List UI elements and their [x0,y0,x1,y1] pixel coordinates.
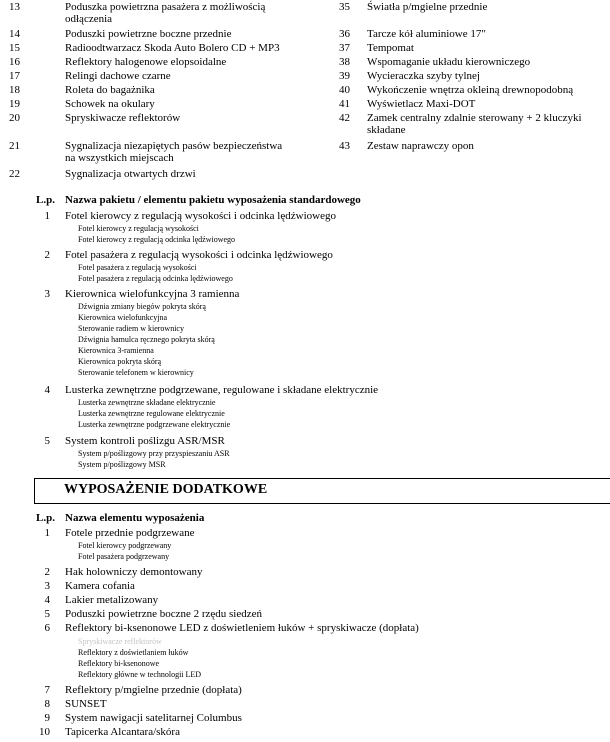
row-number: 14 [9,28,20,40]
package-element: Kierownica wielofunkcyjna [78,313,168,322]
package-number: 4 [44,384,50,396]
row-number: 36 [339,28,350,40]
package-element: System p/poślizgowy przy przyspieszaniu ASR [78,449,230,458]
row-number: 43 [339,140,350,152]
package-element: Fotel kierowcy z regulacją wysokości [78,224,199,233]
row-number: 17 [9,70,20,82]
package-number: 5 [44,435,50,447]
row-number: 15 [9,42,20,54]
package-element: Lusterka zewnętrzne regulowane elektrycznie [78,409,225,418]
row-number: 22 [9,168,20,180]
extra-item: Poduszki powietrzne boczne 2 rzędu siedzeń [65,608,263,620]
equipment-item: Tempomat [367,42,414,54]
extra-number: 6 [44,622,50,634]
equipment-item: Wspomaganie układu kierowniczego [367,56,531,68]
package-element: Dźwignia zmiany biegów pokryta skórą [78,302,206,311]
row-number: 16 [9,56,20,68]
column-header-package-name: Nazwa pakietu / elementu pakietu wyposażenia standardowego [65,194,361,206]
equipment-item-continuation: na wszystkich miejscach [65,152,174,164]
row-number: 18 [9,84,20,96]
package-number: 2 [44,249,50,261]
extra-number: 9 [44,712,50,724]
row-number: 37 [339,42,350,54]
equipment-item: Radioodtwarzacz Skoda Auto Bolero CD + MP3 [65,42,280,54]
extra-sub-element: Reflektory z doświetlaniem łuków [78,648,189,657]
package-number: 3 [44,288,50,300]
package-element: System p/poślizgowy MSR [78,460,166,469]
extra-item: Reflektory p/mgielne przednie (dopłata) [65,684,242,696]
row-number: 21 [9,140,20,152]
column-header-lp: L.p. [36,194,55,206]
column-header-element-name: Nazwa elementu wyposażenia [65,512,205,524]
package-element: Sterowanie radiem w kierownicy [78,324,184,333]
section-banner [34,478,610,504]
column-header-lp: L.p. [36,512,55,524]
package-element: Kierownica pokryta skórą [78,357,162,366]
extra-sub-element: Spryskiwacze reflektorów [78,637,162,646]
equipment-item: Wyświetlacz Maxi-DOT [367,98,476,110]
extra-number: 7 [44,684,50,696]
package-element: Sterowanie telefonem w kierownicy [78,368,194,377]
row-number: 19 [9,98,20,110]
equipment-item: Reflektory halogenowe elopsoidalne [65,56,227,68]
row-number: 39 [339,70,350,82]
extra-item: Hak holowniczy demontowany [65,566,203,578]
extra-number: 1 [44,527,50,539]
extra-sub-element: Fotel pasażera podgrzewany [78,552,170,561]
extra-item: System nawigacji satelitarnej Columbus [65,712,242,724]
equipment-item-continuation: składane [367,124,406,136]
package-title: Kierownica wielofunkcyjna 3 ramienna [65,288,240,300]
package-title: System kontroli poślizgu ASR/MSR [65,435,225,447]
equipment-item-continuation: odłączenia [65,13,113,25]
extra-item: Tapicerka Alcantara/skóra [65,726,180,738]
extra-sub-element: Reflektory bi-ksenonowe [78,659,160,668]
equipment-item: Poduszki powietrzne boczne przednie [65,28,232,40]
package-number: 1 [44,210,50,222]
section-title: WYPOSAŻENIE DODATKOWE [64,482,268,497]
extra-sub-element: Fotel kierowcy podgrzewany [78,541,172,550]
package-element: Lusterka zewnętrzne składane elektrycznie [78,398,216,407]
extra-number: 4 [44,594,50,606]
equipment-item: Roleta do bagażnika [65,84,155,96]
row-number: 38 [339,56,350,68]
equipment-item: Schowek na okulary [65,98,155,110]
package-element: Dźwignia hamulca ręcznego pokryta skórą [78,335,215,344]
package-title: Lusterka zewnętrzne podgrzewane, regulowane i składane elektrycznie [65,384,379,396]
extra-number: 5 [44,608,50,620]
row-number: 13 [9,1,20,13]
row-number: 40 [339,84,350,96]
package-title: Fotel pasażera z regulacją wysokości i odcinka lędźwiowego [65,249,333,261]
package-title: Fotel kierowcy z regulacją wysokości i odcinka lędźwiowego [65,210,336,222]
extra-number: 8 [44,698,50,710]
row-number: 35 [339,1,350,13]
equipment-item: Światła p/mgielne przednie [367,1,488,13]
equipment-item: Wycieraczka szyby tylnej [367,70,480,82]
equipment-item: Zestaw naprawczy opon [367,140,474,152]
package-element: Lusterka zewnętrzne podgrzewane elektrycznie [78,420,231,429]
equipment-item: Poduszka powietrzna pasażera z możliwością [65,1,266,13]
row-number: 42 [339,112,350,124]
package-element: Kierownica 3-ramienna [78,346,154,355]
equipment-item: Zamek centralny zdalnie sterowany + 2 kluczyki [367,112,582,124]
equipment-item: Wykończenie wnętrza okleiną drewnopodobną [367,84,574,96]
extra-number: 2 [44,566,50,578]
equipment-item: Tarcze kół aluminiowe 17" [367,28,486,40]
row-number: 20 [9,112,20,124]
equipment-item: Relingi dachowe czarne [65,70,171,82]
extra-sub-element: Reflektory główne w technologii LED [78,670,202,679]
package-element: Fotel kierowcy z regulacją odcinka lędźwiowego [78,235,236,244]
equipment-item: Sygnalizacja niezapiętych pasów bezpieczeństwa [65,140,283,152]
equipment-item: Spryskiwacze reflektorów [65,112,181,124]
package-element: Fotel pasażera z regulacją odcinka lędźwiowego [78,274,233,283]
package-element: Fotel pasażera z regulacją wysokości [78,263,197,272]
extra-number: 3 [44,580,50,592]
extra-number: 10 [39,726,50,738]
equipment-item: Sygnalizacja otwartych drzwi [65,168,196,180]
extra-item: Fotele przednie podgrzewane [65,527,195,539]
extra-item: Lakier metalizowany [65,594,159,606]
extra-item: Kamera cofania [65,580,135,592]
extra-item: Reflektory bi-ksenonowe LED z doświetleniem łuków + spryskiwacze (dopłata) [65,622,419,634]
row-number: 41 [339,98,350,110]
extra-item: SUNSET [65,698,107,710]
